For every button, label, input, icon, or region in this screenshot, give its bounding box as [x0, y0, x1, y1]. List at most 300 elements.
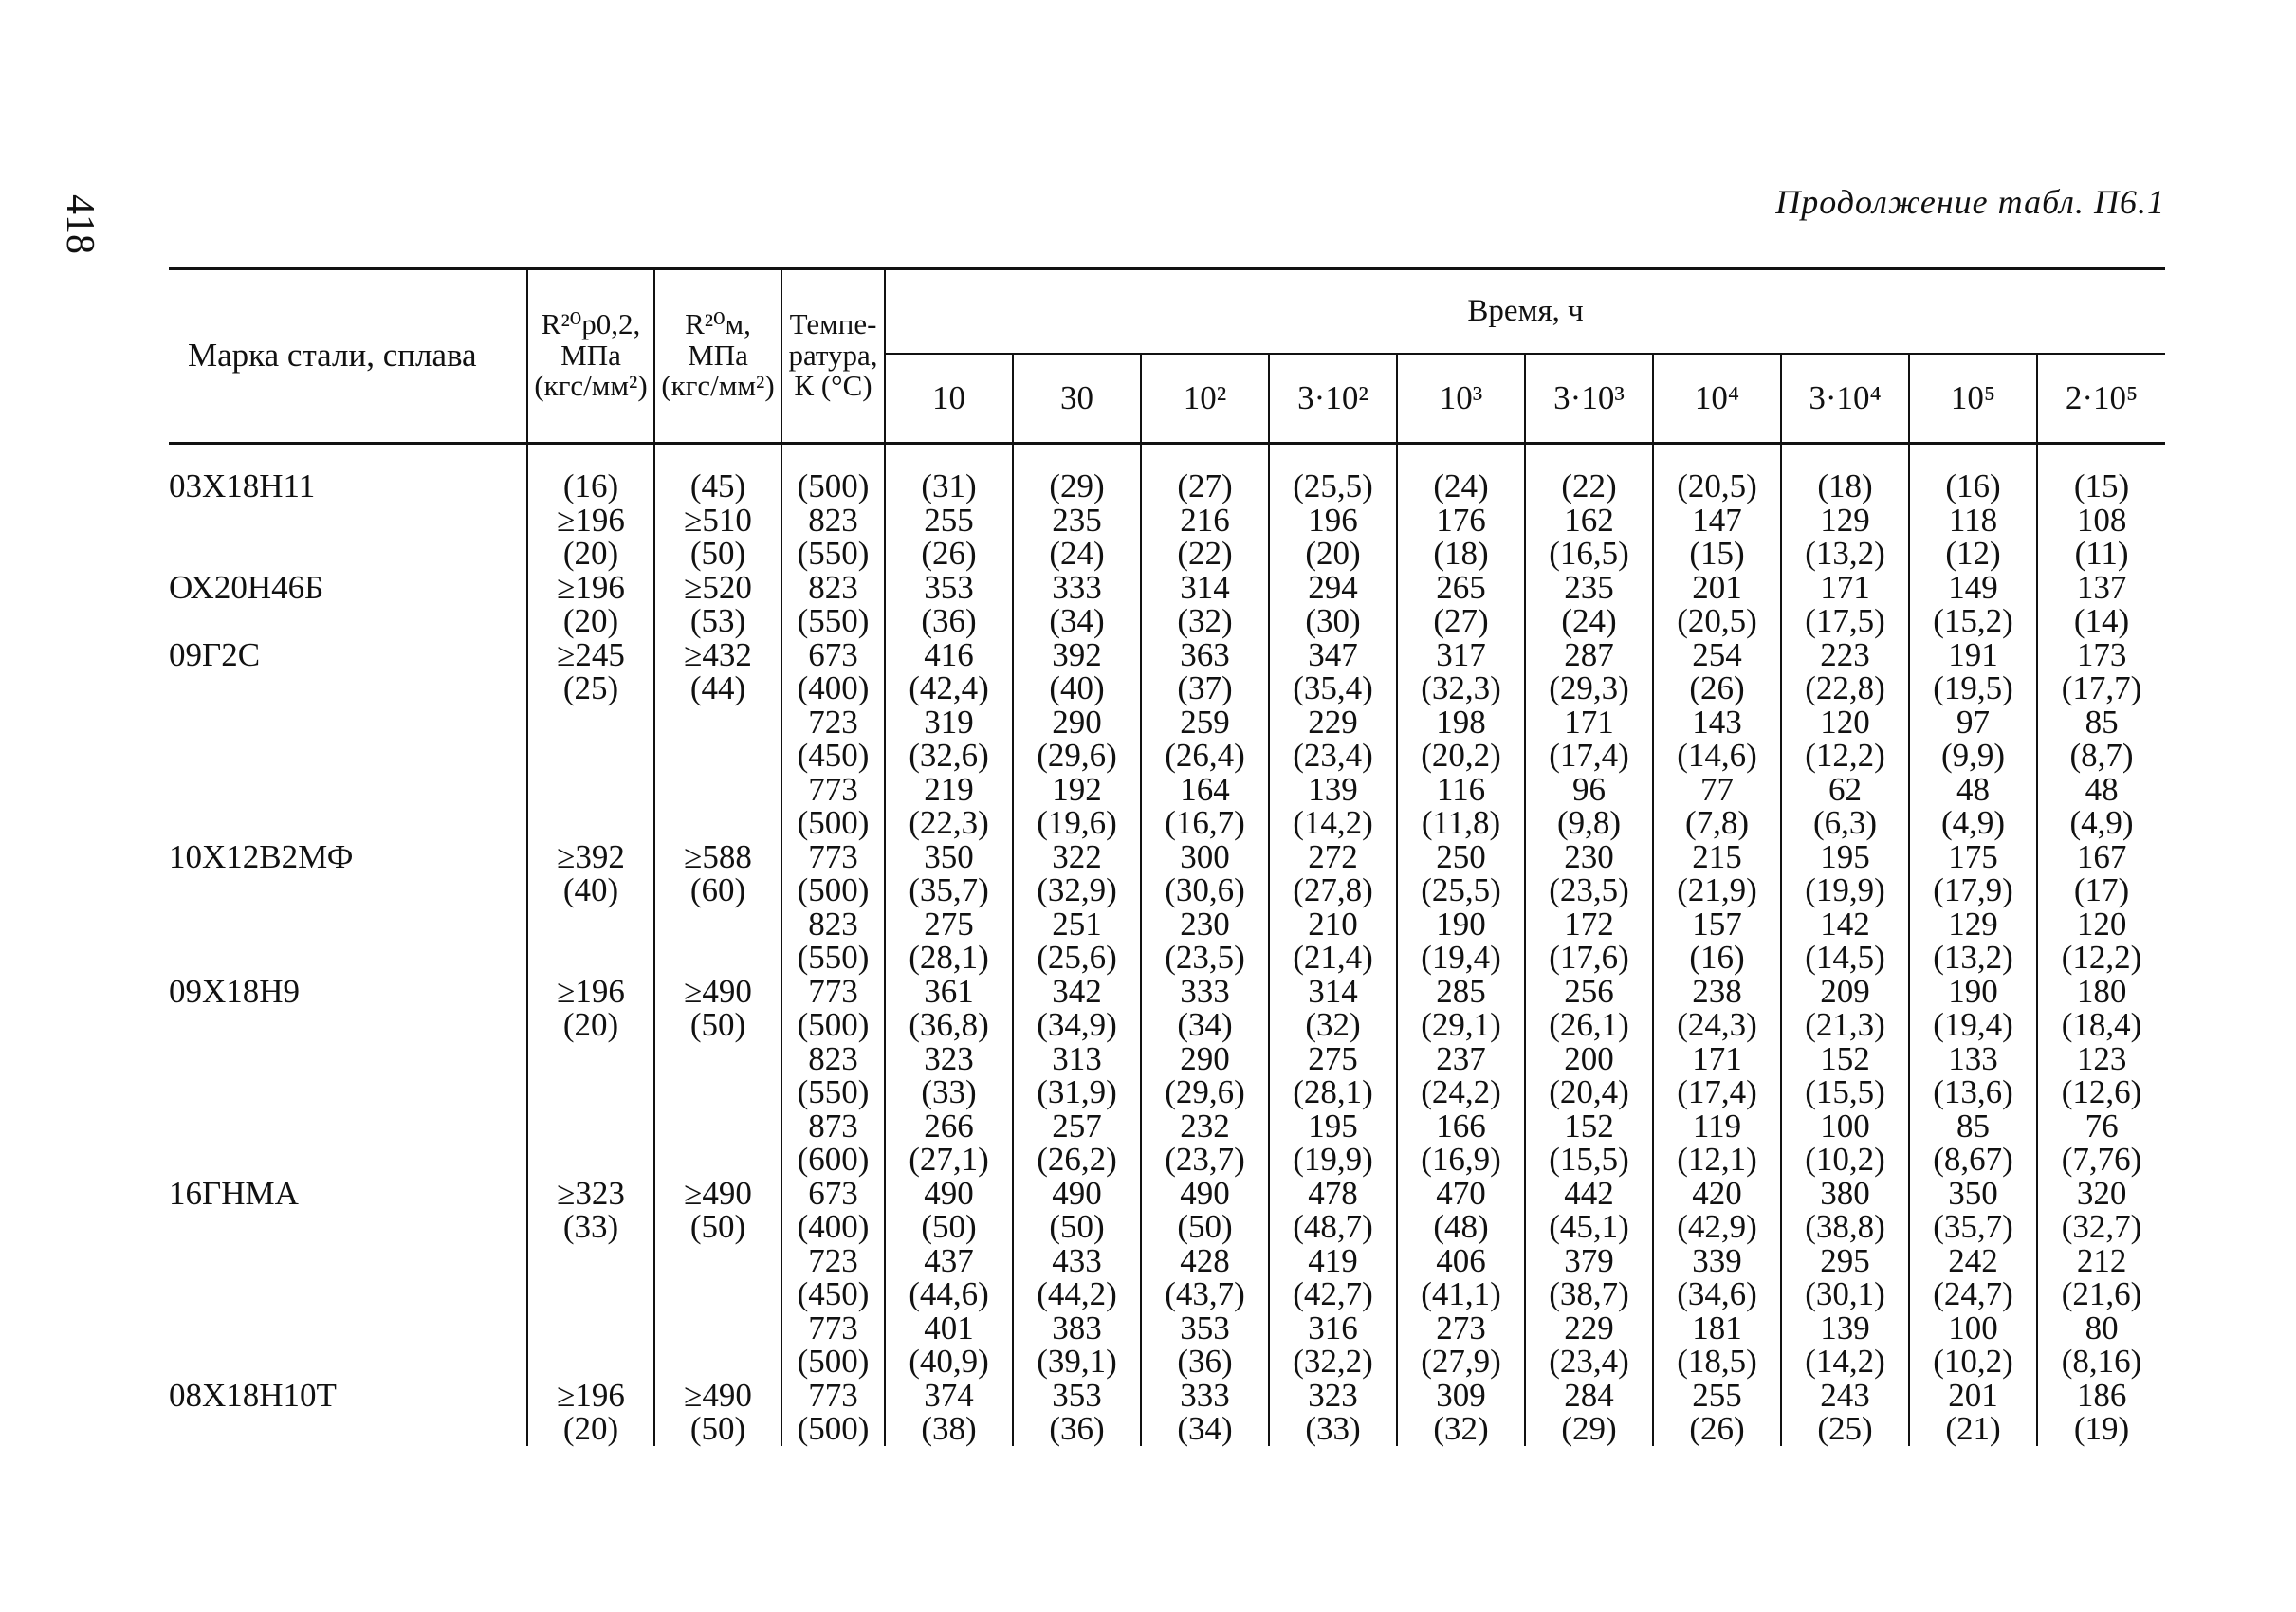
strength-value-cell: 120 — [1781, 705, 1909, 740]
strength-value-cell: 230 — [1525, 840, 1653, 874]
strength-value-cell: 257 — [1013, 1109, 1141, 1144]
strength-value-cell: 147 — [1653, 504, 1781, 538]
strength-value-cell: (43,7) — [1141, 1277, 1269, 1311]
strength-value-cell: 490 — [1013, 1177, 1141, 1211]
strength-value-cell: (19,9) — [1269, 1143, 1397, 1177]
temperature-cell: 823 — [781, 571, 885, 605]
strength-value-cell: 470 — [1397, 1177, 1525, 1211]
strength-value-cell: (39,1) — [1013, 1345, 1141, 1379]
strength-value-cell: 62 — [1781, 773, 1909, 807]
strength-value-cell: (14,5) — [1781, 941, 1909, 975]
strength-value-cell: (12,1) — [1653, 1143, 1781, 1177]
strength-value-cell: (23,5) — [1141, 941, 1269, 975]
strength-value-cell: 319 — [885, 705, 1013, 740]
table-row — [169, 1379, 2165, 1413]
tensile-cell — [654, 705, 781, 740]
strength-value-cell: (28,1) — [1269, 1075, 1397, 1109]
strength-value-cell: 171 — [1653, 1042, 1781, 1076]
strength-value-cell: (15) — [2037, 444, 2165, 504]
strength-value-cell: 285 — [1397, 975, 1525, 1009]
strength-value-cell: (17,6) — [1525, 941, 1653, 975]
strength-value-cell: 256 — [1525, 975, 1653, 1009]
strength-value-cell: (50) — [885, 1210, 1013, 1244]
tensile-cell: (45) — [654, 444, 781, 504]
strength-value-cell: (23,7) — [1141, 1143, 1269, 1177]
yield-cell: ≥392 — [527, 840, 654, 874]
yield-cell: (20) — [527, 1412, 654, 1446]
table-caption: Продолжение табл. П6.1 — [1775, 183, 2165, 221]
strength-value-cell: (42,4) — [885, 671, 1013, 705]
strength-value-cell: 48 — [2037, 773, 2165, 807]
strength-value-cell: 284 — [1525, 1379, 1653, 1413]
table-row — [169, 638, 2165, 672]
strength-value-cell: 123 — [2037, 1042, 2165, 1076]
grade-cell: 09Г2С — [169, 635, 261, 673]
table-row — [169, 773, 2165, 807]
strength-value-cell: 139 — [1781, 1311, 1909, 1346]
strength-value-cell: 275 — [1269, 1042, 1397, 1076]
strength-value-cell: 196 — [1269, 504, 1397, 538]
tensile-cell: ≥510 — [654, 504, 781, 538]
strength-value-cell: 419 — [1269, 1244, 1397, 1278]
strength-value-cell: 157 — [1653, 907, 1781, 942]
strength-value-cell: (30,6) — [1141, 873, 1269, 907]
tensile-cell — [654, 907, 781, 942]
yield-cell: (40) — [527, 873, 654, 907]
strength-value-cell: 316 — [1269, 1311, 1397, 1346]
strength-value-cell: 290 — [1141, 1042, 1269, 1076]
strength-value-cell: (29) — [1525, 1412, 1653, 1446]
strength-value-cell: (8,16) — [2037, 1345, 2165, 1379]
strength-value-cell: (32,6) — [885, 739, 1013, 773]
grade-cell — [169, 504, 527, 538]
table-row — [169, 1177, 2165, 1211]
header-time-value: 3·10⁴ — [1781, 354, 1909, 444]
yield-cell — [527, 773, 654, 807]
strength-value-cell: 250 — [1397, 840, 1525, 874]
yield-cell — [527, 1277, 654, 1311]
strength-value-cell: (18) — [1781, 444, 1909, 504]
strength-value-cell: (21,9) — [1653, 873, 1781, 907]
strength-value-cell: (38,7) — [1525, 1277, 1653, 1311]
tensile-cell — [654, 806, 781, 840]
strength-value-cell: 186 — [2037, 1379, 2165, 1413]
strength-value-cell: 342 — [1013, 975, 1141, 1009]
strength-value-cell: 295 — [1781, 1244, 1909, 1278]
strength-value-cell: (15) — [1653, 537, 1781, 571]
table-row — [169, 1075, 2165, 1109]
strength-value-cell: (30) — [1269, 604, 1397, 638]
yield-cell: ≥196 — [527, 571, 654, 605]
strength-value-cell: (8,67) — [1909, 1143, 2037, 1177]
strength-value-cell: (12) — [1909, 537, 2037, 571]
header-time-value: 10⁴ — [1653, 354, 1781, 444]
temperature-cell: 773 — [781, 975, 885, 1009]
strength-value-cell: 437 — [885, 1244, 1013, 1278]
strength-value-cell: 119 — [1653, 1109, 1781, 1144]
grade-cell — [169, 873, 527, 907]
grade-cell — [169, 705, 527, 740]
table-row — [169, 1277, 2165, 1311]
strength-value-cell: (26,2) — [1013, 1143, 1141, 1177]
tensile-cell: (53) — [654, 604, 781, 638]
tensile-cell: (60) — [654, 873, 781, 907]
strength-value-cell: 201 — [1909, 1379, 2037, 1413]
strength-value-cell: (35,4) — [1269, 671, 1397, 705]
strength-value-cell: 100 — [1781, 1109, 1909, 1144]
strength-value-cell: (25) — [1781, 1412, 1909, 1446]
strength-value-cell: (50) — [1141, 1210, 1269, 1244]
strength-value-cell: 223 — [1781, 638, 1909, 672]
strength-value-cell: (11,8) — [1397, 806, 1525, 840]
strength-value-cell: 195 — [1781, 840, 1909, 874]
strength-value-cell: 416 — [885, 638, 1013, 672]
grade-cell — [169, 1210, 527, 1244]
strength-value-cell: 383 — [1013, 1311, 1141, 1346]
temperature-cell: (500) — [781, 873, 885, 907]
yield-cell — [527, 1143, 654, 1177]
grade-cell — [169, 1345, 527, 1379]
table-row — [169, 671, 2165, 705]
temperature-cell: (600) — [781, 1143, 885, 1177]
strength-value-cell: 48 — [1909, 773, 2037, 807]
strength-value-cell: 313 — [1013, 1042, 1141, 1076]
strength-value-cell: 363 — [1141, 638, 1269, 672]
header-time-value: 30 — [1013, 354, 1141, 444]
strength-value-cell: 137 — [2037, 571, 2165, 605]
strength-value-cell: 152 — [1525, 1109, 1653, 1144]
temperature-cell: (450) — [781, 739, 885, 773]
strength-value-cell: (33) — [1269, 1412, 1397, 1446]
strength-value-cell: (40) — [1013, 671, 1141, 705]
temperature-cell: (400) — [781, 1210, 885, 1244]
strength-value-cell: (32) — [1269, 1008, 1397, 1042]
temperature-cell: (550) — [781, 537, 885, 571]
strength-value-cell: (34) — [1141, 1008, 1269, 1042]
strength-value-cell: 392 — [1013, 638, 1141, 672]
strength-value-cell: (11) — [2037, 537, 2165, 571]
strength-value-cell: 265 — [1397, 571, 1525, 605]
strength-value-cell: (13,2) — [1909, 941, 2037, 975]
temperature-cell: 723 — [781, 705, 885, 740]
creep-strength-table — [169, 269, 2165, 1446]
strength-value-cell: 339 — [1653, 1244, 1781, 1278]
strength-value-cell: (30,1) — [1781, 1277, 1909, 1311]
yield-cell: (20) — [527, 604, 654, 638]
yield-cell: (20) — [527, 537, 654, 571]
strength-value-cell: (25,5) — [1397, 873, 1525, 907]
strength-value-cell: 118 — [1909, 504, 2037, 538]
strength-value-cell: (23,4) — [1269, 739, 1397, 773]
header-time-value: 3·10³ — [1525, 354, 1653, 444]
tensile-cell — [654, 739, 781, 773]
strength-value-cell: (26) — [885, 537, 1013, 571]
strength-value-cell: (27) — [1141, 444, 1269, 504]
strength-value-cell: 76 — [2037, 1109, 2165, 1144]
strength-value-cell: (36) — [1013, 1412, 1141, 1446]
grade-cell: ОХ20Н46Б — [169, 568, 324, 606]
header-temperature: Температура, К (°С) — [781, 269, 885, 444]
yield-cell: ≥196 — [527, 975, 654, 1009]
strength-value-cell: (13,2) — [1781, 537, 1909, 571]
header-time-value: 10⁵ — [1909, 354, 2037, 444]
strength-value-cell: (21,4) — [1269, 941, 1397, 975]
table-row — [169, 504, 2165, 538]
strength-value-cell: (18,5) — [1653, 1345, 1781, 1379]
strength-value-cell: 323 — [1269, 1379, 1397, 1413]
strength-value-cell: 129 — [1781, 504, 1909, 538]
strength-value-cell: (29,6) — [1141, 1075, 1269, 1109]
strength-value-cell: (22,3) — [885, 806, 1013, 840]
strength-value-cell: 171 — [1781, 571, 1909, 605]
grade-cell — [169, 537, 527, 571]
strength-value-cell: 478 — [1269, 1177, 1397, 1211]
strength-value-cell: (36) — [885, 604, 1013, 638]
strength-value-cell: 162 — [1525, 504, 1653, 538]
table-row — [169, 444, 2165, 504]
temperature-cell: 673 — [781, 638, 885, 672]
tensile-cell: (50) — [654, 1008, 781, 1042]
strength-value-cell: 85 — [1909, 1109, 2037, 1144]
strength-value-cell: (32) — [1397, 1412, 1525, 1446]
grade-cell: 16ГНМА — [169, 1174, 299, 1212]
strength-value-cell: (10,2) — [1909, 1345, 2037, 1379]
tensile-cell — [654, 1345, 781, 1379]
strength-value-cell: (24,7) — [1909, 1277, 2037, 1311]
strength-value-cell: (18) — [1397, 537, 1525, 571]
strength-value-cell: (40,9) — [885, 1345, 1013, 1379]
tensile-cell: (50) — [654, 537, 781, 571]
strength-value-cell: 167 — [2037, 840, 2165, 874]
strength-value-cell: (44,2) — [1013, 1277, 1141, 1311]
strength-value-cell: (41,1) — [1397, 1277, 1525, 1311]
temperature-cell: 823 — [781, 504, 885, 538]
strength-value-cell: (26,1) — [1525, 1008, 1653, 1042]
table-row — [169, 907, 2165, 942]
strength-value-cell: 490 — [1141, 1177, 1269, 1211]
strength-value-cell: 215 — [1653, 840, 1781, 874]
strength-value-cell: 142 — [1781, 907, 1909, 942]
temperature-cell: (500) — [781, 1345, 885, 1379]
strength-value-cell: (35,7) — [1909, 1210, 2037, 1244]
temperature-cell: (400) — [781, 671, 885, 705]
strength-value-cell: 294 — [1269, 571, 1397, 605]
strength-value-cell: 180 — [2037, 975, 2165, 1009]
strength-value-cell: (20) — [1269, 537, 1397, 571]
strength-value-cell: (12,2) — [2037, 941, 2165, 975]
strength-value-cell: 420 — [1653, 1177, 1781, 1211]
strength-value-cell: (32,3) — [1397, 671, 1525, 705]
strength-value-cell: (34) — [1141, 1412, 1269, 1446]
strength-value-cell: (31,9) — [1013, 1075, 1141, 1109]
strength-value-cell: (17,4) — [1525, 739, 1653, 773]
strength-value-cell: 85 — [2037, 705, 2165, 740]
strength-value-cell: 323 — [885, 1042, 1013, 1076]
strength-value-cell: 347 — [1269, 638, 1397, 672]
table-row — [169, 1210, 2165, 1244]
strength-value-cell: 200 — [1525, 1042, 1653, 1076]
grade-cell — [169, 604, 527, 638]
strength-value-cell: (35,7) — [885, 873, 1013, 907]
strength-value-cell: (9,9) — [1909, 739, 2037, 773]
strength-value-cell: (19,4) — [1909, 1008, 2037, 1042]
yield-cell: (16) — [527, 444, 654, 504]
strength-value-cell: 309 — [1397, 1379, 1525, 1413]
yield-cell: ≥245 — [527, 638, 654, 672]
yield-cell — [527, 941, 654, 975]
strength-value-cell: 317 — [1397, 638, 1525, 672]
grade-cell — [169, 671, 527, 705]
strength-value-cell: 229 — [1269, 705, 1397, 740]
strength-value-cell: (50) — [1013, 1210, 1141, 1244]
tensile-cell — [654, 1075, 781, 1109]
strength-value-cell: (24,2) — [1397, 1075, 1525, 1109]
strength-value-cell: (4,9) — [1909, 806, 2037, 840]
grade-cell — [169, 1244, 527, 1278]
strength-value-cell: 133 — [1909, 1042, 2037, 1076]
table-row — [169, 537, 2165, 571]
strength-value-cell: 166 — [1397, 1109, 1525, 1144]
strength-value-cell: 380 — [1781, 1177, 1909, 1211]
table-row — [169, 975, 2165, 1009]
strength-value-cell: 100 — [1909, 1311, 2037, 1346]
strength-value-cell: (19,5) — [1909, 671, 2037, 705]
strength-value-cell: (20,2) — [1397, 739, 1525, 773]
strength-value-cell: 243 — [1781, 1379, 1909, 1413]
strength-value-cell: 350 — [1909, 1177, 2037, 1211]
strength-value-cell: 116 — [1397, 773, 1525, 807]
strength-value-cell: 273 — [1397, 1311, 1525, 1346]
temperature-cell: (500) — [781, 1412, 885, 1446]
table-row — [169, 1042, 2165, 1076]
strength-value-cell: (34) — [1013, 604, 1141, 638]
strength-value-cell: (15,5) — [1525, 1143, 1653, 1177]
strength-value-cell: (4,9) — [2037, 806, 2165, 840]
strength-value-cell: 406 — [1397, 1244, 1525, 1278]
strength-value-cell: (48) — [1397, 1210, 1525, 1244]
strength-value-cell: 212 — [2037, 1244, 2165, 1278]
grade-cell — [169, 806, 527, 840]
tensile-cell: ≥490 — [654, 1177, 781, 1211]
strength-value-cell: (32,9) — [1013, 873, 1141, 907]
table-row — [169, 1008, 2165, 1042]
table-row — [169, 806, 2165, 840]
strength-value-cell: 172 — [1525, 907, 1653, 942]
strength-value-cell: 242 — [1909, 1244, 2037, 1278]
temperature-cell: 773 — [781, 773, 885, 807]
strength-value-cell: (27,1) — [885, 1143, 1013, 1177]
strength-value-cell: 238 — [1653, 975, 1781, 1009]
strength-value-cell: 143 — [1653, 705, 1781, 740]
strength-value-cell: 490 — [885, 1177, 1013, 1211]
strength-value-cell: 120 — [2037, 907, 2165, 942]
grade-cell — [169, 1143, 527, 1177]
temperature-cell: (550) — [781, 1075, 885, 1109]
temperature-cell: (500) — [781, 1008, 885, 1042]
strength-value-cell: (21,3) — [1781, 1008, 1909, 1042]
table-row — [169, 941, 2165, 975]
strength-value-cell: 361 — [885, 975, 1013, 1009]
strength-value-cell: (36,8) — [885, 1008, 1013, 1042]
strength-value-cell: (29,1) — [1397, 1008, 1525, 1042]
strength-value-cell: (42,7) — [1269, 1277, 1397, 1311]
strength-value-cell: 152 — [1781, 1042, 1909, 1076]
grade-cell — [169, 1109, 527, 1144]
strength-value-cell: (21,6) — [2037, 1277, 2165, 1311]
yield-cell: ≥196 — [527, 1379, 654, 1413]
grade-cell — [169, 739, 527, 773]
grade-cell — [169, 907, 527, 942]
strength-value-cell: (28,1) — [885, 941, 1013, 975]
yield-cell — [527, 1244, 654, 1278]
strength-value-cell: (25,6) — [1013, 941, 1141, 975]
strength-value-cell: (21) — [1909, 1412, 2037, 1446]
strength-value-cell: 255 — [885, 504, 1013, 538]
strength-value-cell: 287 — [1525, 638, 1653, 672]
strength-value-cell: (19) — [2037, 1412, 2165, 1446]
strength-value-cell: (34,6) — [1653, 1277, 1781, 1311]
strength-value-cell: 195 — [1269, 1109, 1397, 1144]
table-row — [169, 1345, 2165, 1379]
strength-value-cell: 300 — [1141, 840, 1269, 874]
table-row — [169, 873, 2165, 907]
temperature-cell: 773 — [781, 1379, 885, 1413]
yield-cell — [527, 1345, 654, 1379]
strength-value-cell: (31) — [885, 444, 1013, 504]
strength-value-cell: 209 — [1781, 975, 1909, 1009]
strength-value-cell: (20,4) — [1525, 1075, 1653, 1109]
tensile-cell: ≥490 — [654, 1379, 781, 1413]
strength-value-cell: (32,2) — [1269, 1345, 1397, 1379]
strength-value-cell: 333 — [1141, 975, 1269, 1009]
yield-cell — [527, 806, 654, 840]
strength-value-cell: (18,4) — [2037, 1008, 2165, 1042]
strength-value-cell: 320 — [2037, 1177, 2165, 1211]
strength-value-cell: 216 — [1141, 504, 1269, 538]
table-row — [169, 1109, 2165, 1144]
strength-value-cell: 314 — [1269, 975, 1397, 1009]
strength-value-cell: (45,1) — [1525, 1210, 1653, 1244]
strength-value-cell: 235 — [1013, 504, 1141, 538]
table-row — [169, 1143, 2165, 1177]
table-row — [169, 705, 2165, 740]
strength-value-cell: (17,7) — [2037, 671, 2165, 705]
yield-cell — [527, 1311, 654, 1346]
strength-value-cell: (26,4) — [1141, 739, 1269, 773]
grade-cell: 09Х18Н9 — [169, 972, 301, 1010]
strength-value-cell: (17) — [2037, 873, 2165, 907]
strength-value-cell: 353 — [1141, 1311, 1269, 1346]
strength-value-cell: 259 — [1141, 705, 1269, 740]
strength-value-cell: (19,4) — [1397, 941, 1525, 975]
strength-value-cell: 235 — [1525, 571, 1653, 605]
strength-value-cell: 275 — [885, 907, 1013, 942]
strength-value-cell: 175 — [1909, 840, 2037, 874]
tensile-cell: ≥432 — [654, 638, 781, 672]
strength-value-cell: (17,9) — [1909, 873, 2037, 907]
yield-cell — [527, 705, 654, 740]
yield-cell — [527, 1109, 654, 1144]
strength-value-cell: (42,9) — [1653, 1210, 1781, 1244]
strength-value-cell: 191 — [1909, 638, 2037, 672]
yield-cell — [527, 907, 654, 942]
tensile-cell: (50) — [654, 1412, 781, 1446]
strength-value-cell: (16) — [1909, 444, 2037, 504]
tensile-cell — [654, 1042, 781, 1076]
table-row — [169, 571, 2165, 605]
table-row — [169, 604, 2165, 638]
temperature-cell: 773 — [781, 840, 885, 874]
